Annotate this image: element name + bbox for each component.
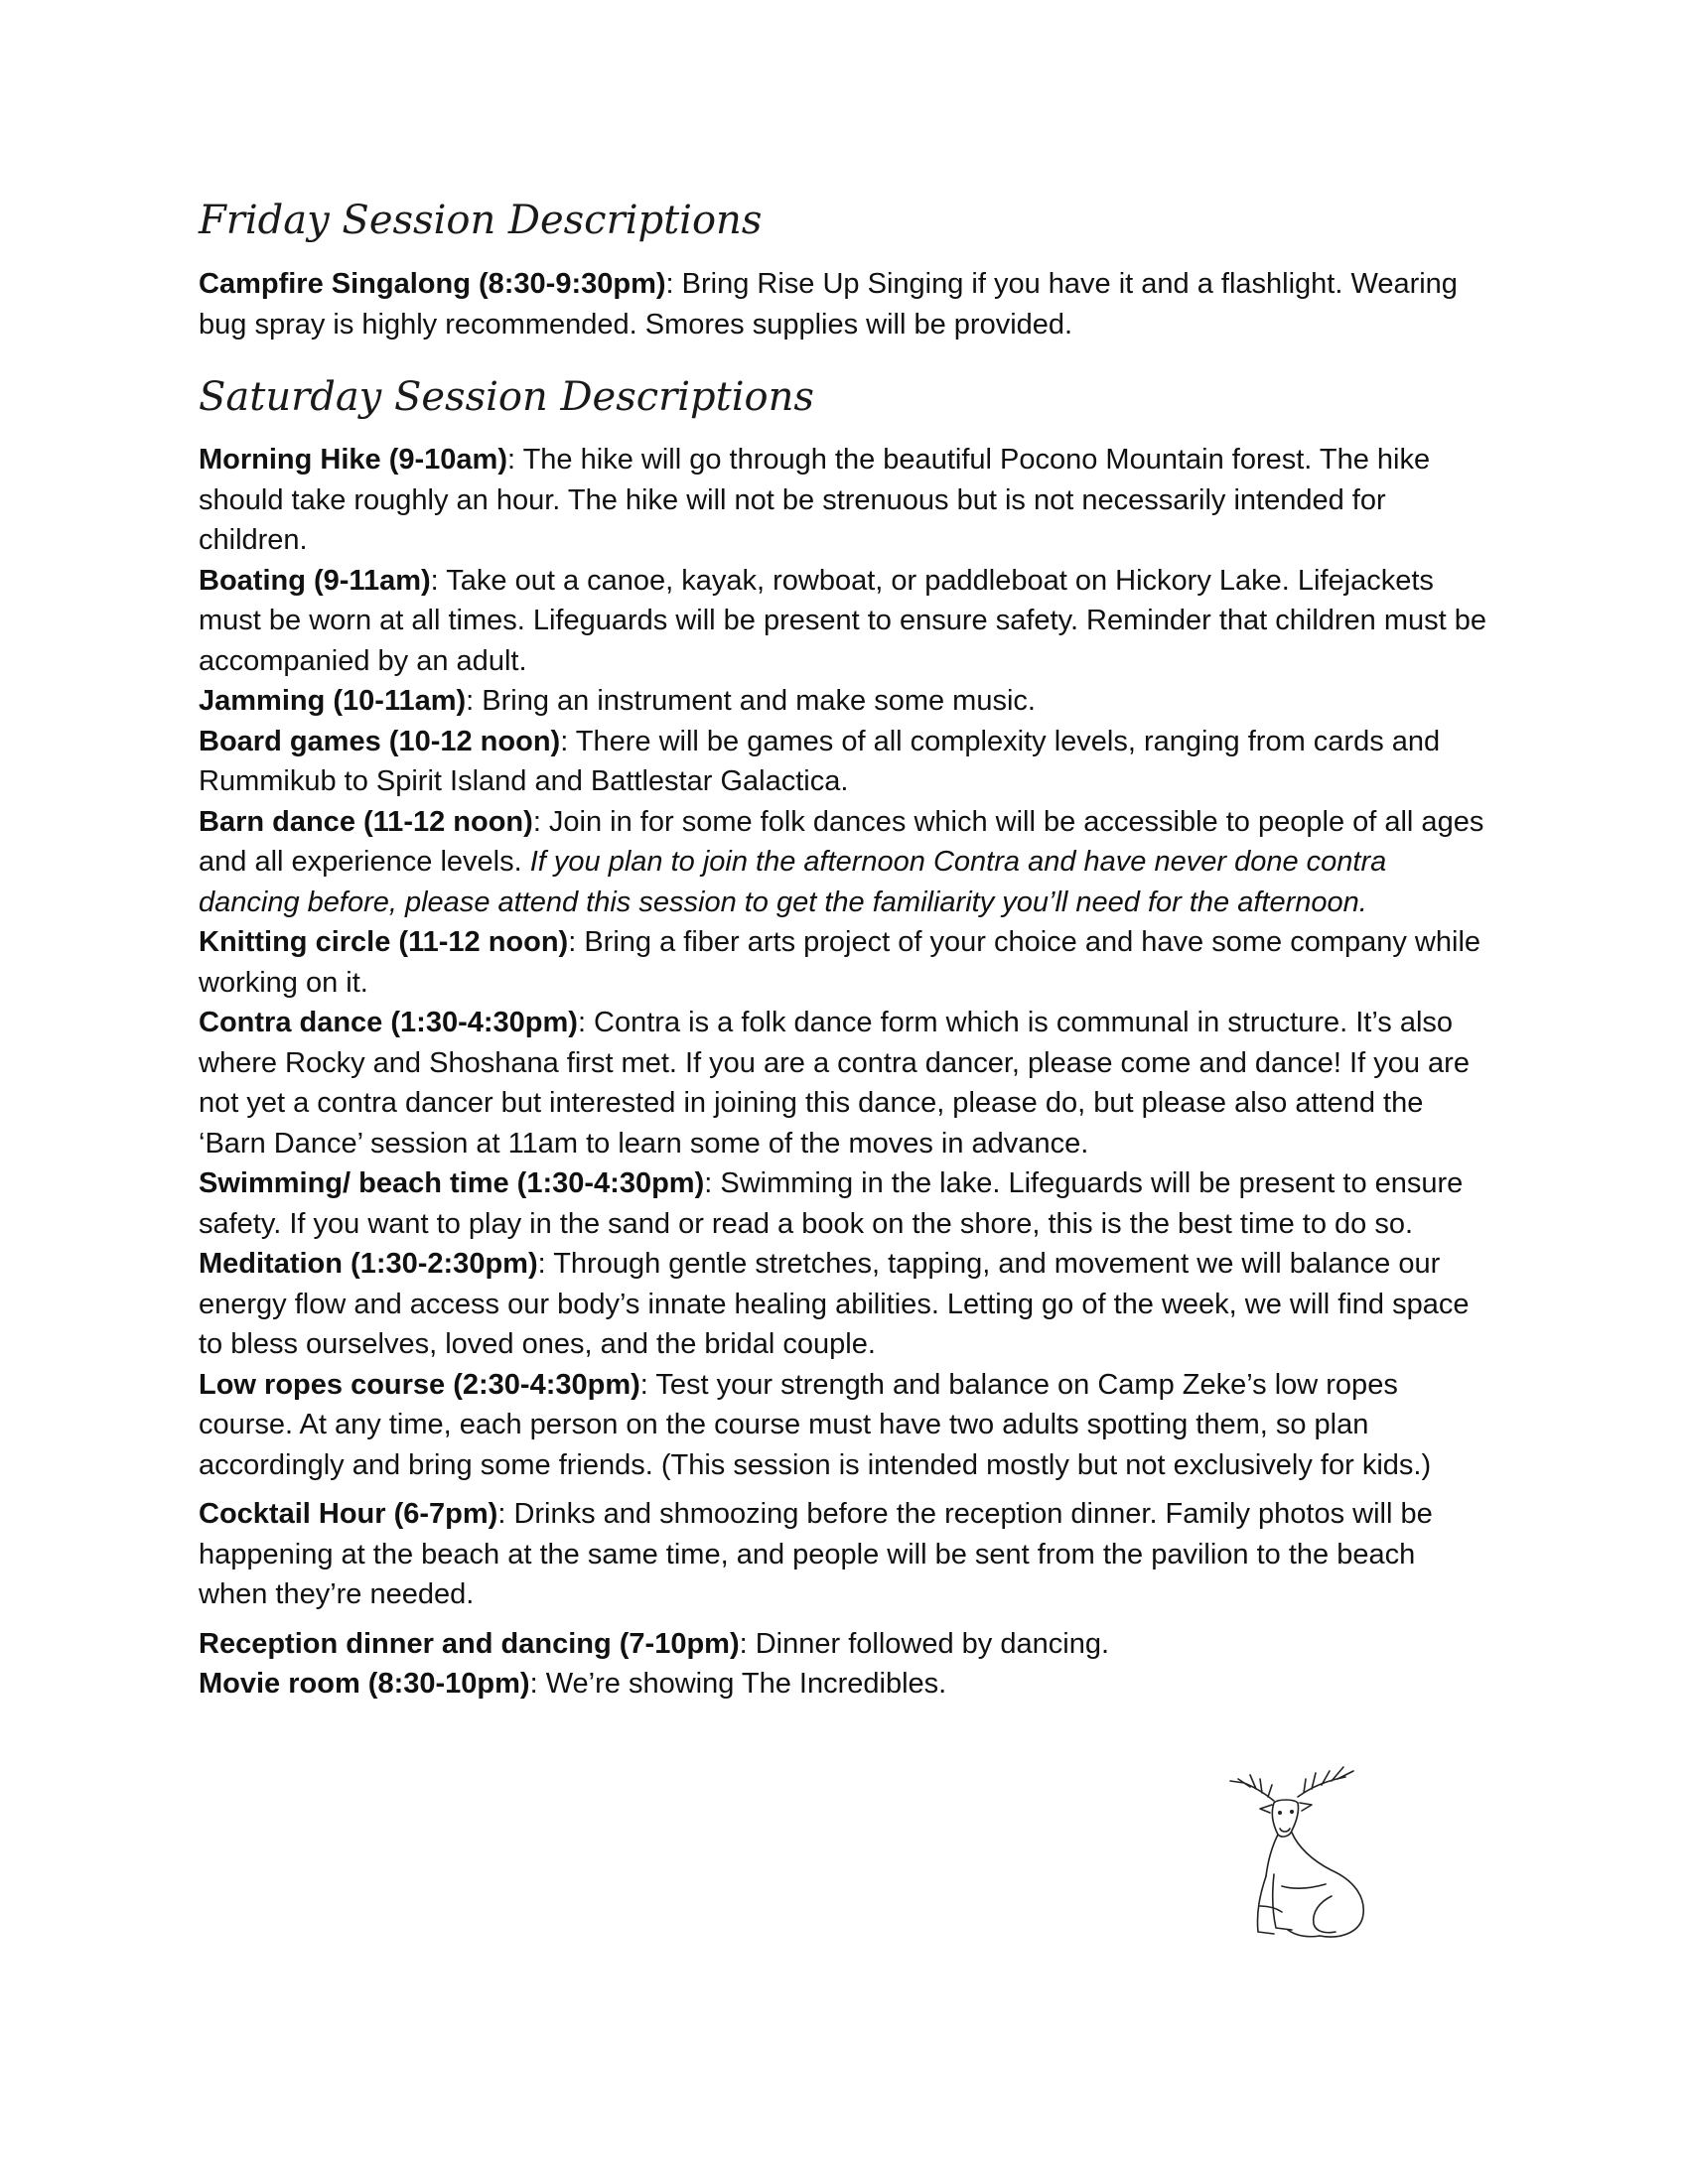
- entry-title: Swimming/ beach time (1:30-4:30pm): [199, 1167, 705, 1199]
- saturday-section: [199, 440, 1489, 1705]
- entry-text: : The hike will go through the beautiful Pocono Mountain forest. The hike should take roughly an hour. The hike will not be strenuous but is not necessarily intended for children.: [199, 444, 1431, 556]
- entry-text: : Bring an instrument and make some music.: [466, 685, 1036, 717]
- entry-meditation: [199, 1244, 1489, 1365]
- entry-text: : Bring a fiber arts project of your choice and have some company while working on it.: [199, 926, 1481, 999]
- entry-jamming: [199, 681, 1489, 722]
- entry-text: : Take out a canoe, kayak, rowboat, or paddleboat on Hickory Lake. Lifejackets must be worn at all times. Lifeguards will be present to ensure safety. Reminder that children must be accompanied by an adult.: [199, 564, 1487, 677]
- entry-title: Campfire Singalong (8:30-9:30pm): [199, 268, 666, 300]
- entry-contra-dance: [199, 1003, 1489, 1163]
- entry-title: Barn dance (11-12 noon): [199, 805, 533, 838]
- entry-title: Jamming (10-11am): [199, 685, 467, 717]
- friday-heading: Friday Session Descriptions: [199, 198, 763, 243]
- entry-barn-dance: [199, 802, 1489, 923]
- entry-knitting-circle: [199, 922, 1489, 1003]
- entry-text: : Swimming in the lake. Lifeguards will be present to ensure safety. If you want to play in the sand or read a book on the shore, this is the best time to do so.: [199, 1167, 1464, 1240]
- entry-title: Low ropes course (2:30-4:30pm): [199, 1368, 640, 1401]
- entry-title: Board games (10-12 noon): [199, 725, 561, 757]
- entry-text: : Dinner followed by dancing.: [739, 1627, 1110, 1660]
- entry-title: Knitting circle (11-12 noon): [199, 926, 569, 958]
- entry-title: Movie room (8:30-10pm): [199, 1668, 530, 1700]
- entry-text: : Bring Rise Up Singing if you have it and a flashlight. Wearing bug spray is highly recommended. Smores supplies will be provided.: [199, 268, 1458, 341]
- entry-movie-room: [199, 1664, 1489, 1705]
- entry-text: : There will be games of all complexity levels, ranging from cards and Rummikub to Spirit Island and Battlestar Galactica.: [199, 725, 1441, 797]
- entry-text: : Through gentle stretches, tapping, and movement we will balance our energy flow and access our body’s innate healing abilities. Letting go of the week, we will find space to bless ourselves, loved ones, and the bridal couple.: [199, 1248, 1470, 1360]
- entry-title: Boating (9-11am): [199, 564, 431, 597]
- entry-title: Morning Hike (9-10am): [199, 444, 507, 476]
- saturday-heading: Saturday Session Descriptions: [199, 374, 814, 420]
- entry-low-ropes-course: [199, 1365, 1489, 1486]
- entry-board-games: [199, 722, 1489, 802]
- entry-cocktail-hour: [199, 1494, 1489, 1615]
- entry-swimming: [199, 1163, 1489, 1244]
- entry-text: : Test your strength and balance on Camp Zeke’s low ropes course. At any time, each person on the course must have two adults spotting them, so plan accordingly and bring some friends. (This session is intended mostly but not exclusively for kids.): [199, 1368, 1432, 1481]
- entry-italic-note: If you plan to join the afternoon Contra and have never done contra dancing before, please attend this session to get the familiarity you’ll need for the afternoon.: [199, 846, 1387, 918]
- entry-title: Reception dinner and dancing (7-10pm): [199, 1627, 740, 1660]
- entry-title: Cocktail Hour (6-7pm): [199, 1498, 498, 1530]
- moose-icon: [1216, 1757, 1385, 1946]
- entry-title: Meditation (1:30-2:30pm): [199, 1248, 538, 1280]
- friday-section: [199, 264, 1489, 344]
- entry-title: Contra dance (1:30-4:30pm): [199, 1007, 578, 1038]
- entry-morning-hike: [199, 440, 1489, 561]
- entry-text: : Contra is a folk dance form which is communal in structure. It’s also where Rocky and Shoshana first met. If you are a contra dancer, please come and dance! If you are not yet a contra dancer but interested in joining this dance, please do, but please also attend the ‘Barn Dance’ session at 11am to learn some of the moves in advance.: [199, 1007, 1470, 1160]
- entry-reception-dinner: [199, 1624, 1489, 1665]
- entry-text: : Drinks and shmoozing before the reception dinner. Family photos will be happening at the beach at the same time, and people will be sent from the pavilion to the beach when they’re needed.: [199, 1498, 1433, 1610]
- entry-text: : Join in for some folk dances which will be accessible to people of all ages and all experience levels.: [199, 805, 1484, 878]
- entry-text: : We’re showing The Incredibles.: [529, 1668, 947, 1700]
- entry-boating: [199, 561, 1489, 682]
- entry-campfire-singalong: [199, 264, 1489, 344]
